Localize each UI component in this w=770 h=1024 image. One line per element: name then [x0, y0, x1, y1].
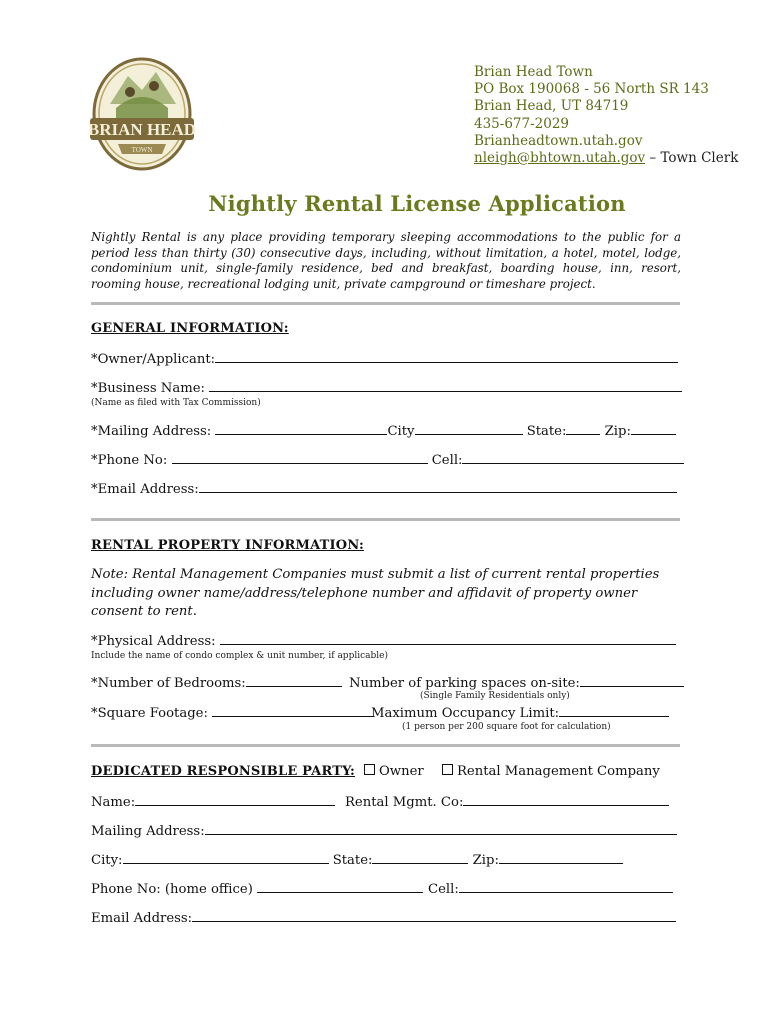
- mailing-address-input[interactable]: [215, 422, 387, 435]
- city-label: City: [387, 424, 415, 439]
- rental-company-label: Rental Mgmt. Co:: [345, 795, 464, 810]
- bedrooms-parking-row[interactable]: [91, 674, 342, 691]
- party-zip-label: Zip:: [468, 853, 499, 868]
- town-address-block: [474, 64, 738, 167]
- party-state-label: State:: [328, 853, 373, 868]
- party-email-label: Email Address:: [91, 911, 193, 926]
- square-footage-input[interactable]: [212, 704, 374, 717]
- phone-label: *Phone No:: [91, 453, 172, 468]
- square-footage-label: *Square Footage:: [91, 706, 213, 721]
- physical-address-note: Include the name of condo complex & unit number, if applicable): [91, 651, 388, 661]
- company-checkbox-option[interactable]: [442, 764, 660, 779]
- mailing-address-row[interactable]: [91, 422, 676, 439]
- phone-input[interactable]: [172, 451, 428, 464]
- city-input[interactable]: [415, 422, 523, 435]
- state-label: State:: [522, 424, 567, 439]
- address-line: 435-677-2029: [474, 115, 570, 132]
- address-line: Brian Head Town: [474, 64, 593, 80]
- square-footage-field[interactable]: [91, 704, 374, 721]
- rental-management-note: Note: Rental Management Companies must submit a list of current rental properties including owner name/address/telephone number and affidavit of property owner consent to rent.: [91, 567, 660, 619]
- section-divider: [91, 302, 680, 305]
- party-name-field[interactable]: [91, 793, 335, 810]
- parking-note: (Single Family Residentials only): [420, 691, 570, 701]
- party-phone-label: Phone No: (home office): [91, 882, 258, 897]
- party-state-input[interactable]: [372, 851, 468, 864]
- party-zip-input[interactable]: [499, 851, 623, 864]
- occupancy-note: (1 person per 200 square foot for calculation): [402, 722, 611, 732]
- cell-label: Cell:: [427, 453, 463, 468]
- owner-checkbox[interactable]: [364, 764, 375, 775]
- svg-text:TOWN: TOWN: [131, 146, 153, 154]
- section-divider: [91, 518, 680, 521]
- party-cell-input[interactable]: [459, 880, 673, 893]
- party-phone-field[interactable]: [91, 880, 423, 897]
- party-name-input[interactable]: [135, 793, 335, 806]
- parking-input[interactable]: [580, 674, 684, 687]
- page-title: Nightly Rental License Application: [208, 191, 626, 216]
- svg-text:BRIAN HEAD: BRIAN HEAD: [88, 120, 196, 139]
- party-cell-label: Cell:: [428, 882, 459, 897]
- address-line: PO Box 190068 - 56 North SR 143: [474, 81, 709, 98]
- party-mailing-input[interactable]: [205, 822, 677, 835]
- bedrooms-input[interactable]: [246, 674, 342, 687]
- party-cell-field[interactable]: [428, 880, 673, 897]
- brian-head-logo: [88, 56, 196, 172]
- party-email-field[interactable]: [91, 909, 676, 926]
- party-name-label: Name:: [91, 795, 136, 810]
- owner-applicant-input[interactable]: [215, 350, 678, 363]
- email-field[interactable]: [91, 480, 677, 497]
- party-city-row[interactable]: [91, 851, 623, 868]
- party-city-label: City:: [91, 853, 123, 868]
- phone-row[interactable]: [91, 451, 684, 468]
- physical-address-label: *Physical Address:: [91, 634, 220, 649]
- zip-label: Zip:: [600, 424, 631, 439]
- owner-applicant-label: *Owner/Applicant:: [91, 352, 216, 367]
- company-checkbox[interactable]: [442, 764, 453, 775]
- occupancy-label: Maximum Occupancy Limit:: [371, 706, 560, 721]
- physical-address-input[interactable]: [220, 632, 676, 645]
- occupancy-input[interactable]: [559, 704, 669, 717]
- company-option-label: Rental Management Company: [457, 764, 660, 779]
- bedrooms-label: *Number of Bedrooms:: [91, 676, 246, 691]
- general-information-heading: GENERAL INFORMATION:: [91, 321, 289, 336]
- rental-company-field[interactable]: [345, 793, 669, 810]
- owner-applicant-field[interactable]: [91, 350, 678, 367]
- party-mailing-label: Mailing Address:: [91, 824, 205, 839]
- email-label: *Email Address:: [91, 482, 199, 497]
- zip-input[interactable]: [631, 422, 676, 435]
- party-city-input[interactable]: [123, 851, 329, 864]
- intro-paragraph: Nightly Rental is any place providing temporary sleeping accommodations to the public for a period less than thirty (30) consecutive days, including, without limitation, a hotel, motel, lodge, condominium unit, single-family residence, bed and breakfast, boarding house, inn, resort, rooming house, recreational lodging unit, private campground or timeshare project.: [91, 230, 681, 291]
- party-mailing-field[interactable]: [91, 822, 677, 839]
- responsible-party-heading: DEDICATED RESPONSIBLE PARTY:: [91, 764, 355, 779]
- cell-input[interactable]: [462, 451, 684, 464]
- owner-checkbox-option[interactable]: [364, 764, 424, 779]
- mailing-address-label: *Mailing Address:: [91, 424, 216, 439]
- clerk-label: – Town Clerk: [645, 150, 739, 167]
- website-link[interactable]: Brianheadtown.utah.gov: [474, 132, 643, 149]
- address-line: Brian Head, UT 84719: [474, 98, 629, 115]
- rental-property-heading: RENTAL PROPERTY INFORMATION:: [91, 538, 364, 553]
- business-name-label: *Business Name:: [91, 381, 210, 396]
- email-input[interactable]: [199, 480, 677, 493]
- party-phone-input[interactable]: [257, 880, 423, 893]
- business-name-input[interactable]: [209, 379, 682, 392]
- rental-company-input[interactable]: [463, 793, 669, 806]
- owner-option-label: Owner: [379, 764, 424, 779]
- occupancy-field[interactable]: [371, 704, 669, 721]
- business-name-note: (Name as filed with Tax Commission): [91, 398, 261, 408]
- state-input[interactable]: [566, 422, 600, 435]
- parking-label: Number of parking spaces on-site:: [349, 676, 580, 691]
- clerk-email-link[interactable]: nleigh@bhtown.utah.gov: [474, 150, 646, 167]
- parking-field[interactable]: [349, 674, 684, 691]
- business-name-field[interactable]: [91, 379, 682, 396]
- physical-address-field[interactable]: [91, 632, 676, 649]
- party-email-input[interactable]: [192, 909, 676, 922]
- section-divider: [91, 744, 680, 747]
